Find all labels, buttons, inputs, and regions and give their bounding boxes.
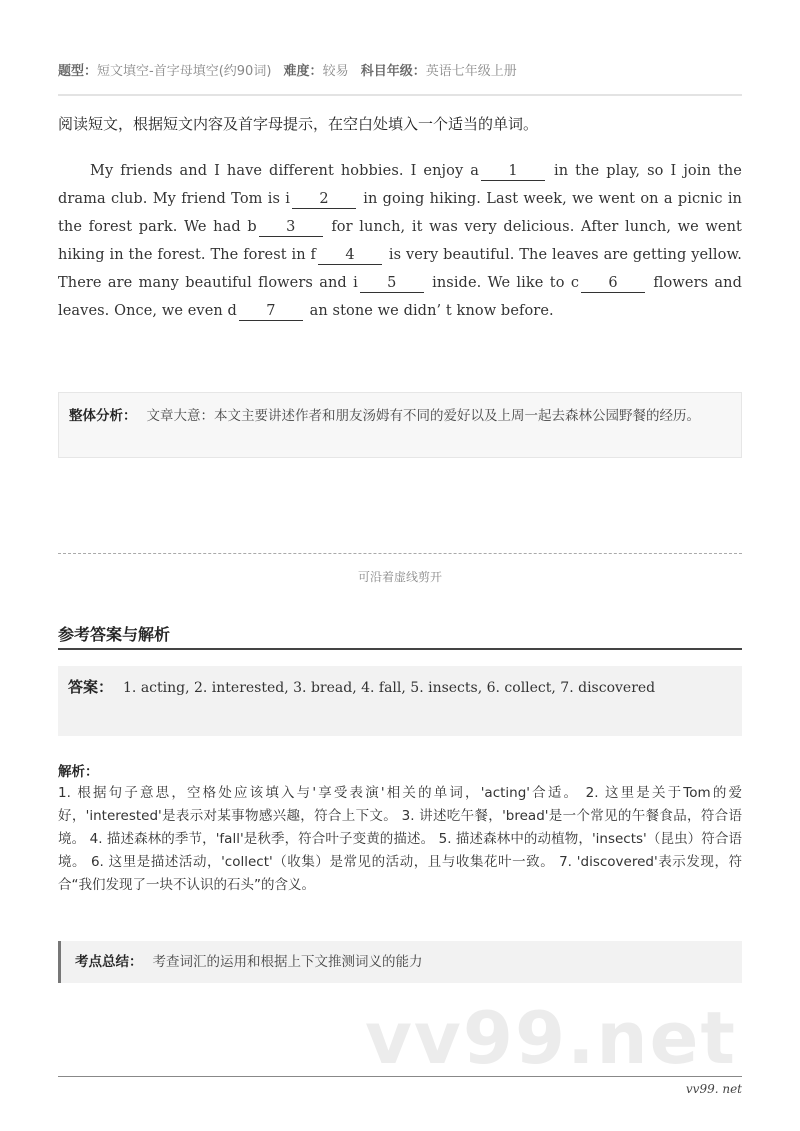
overall-analysis-box — [58, 392, 742, 458]
instruction: 阅读短文，根据短文内容及首字母提示，在空白处填入一个适当的单词。 — [58, 115, 539, 133]
type-label: 题型： — [58, 64, 98, 79]
watermark: vv99.net — [365, 996, 737, 1080]
grade-value: 英语七年级上册 — [425, 64, 517, 79]
passage-segment: is very beautiful. The leaves are getting yellow. There are many beautiful flowers and i — [58, 247, 742, 291]
section-divider — [58, 648, 742, 650]
footer-site: vv99. net — [685, 1082, 742, 1096]
answer-box — [58, 666, 742, 736]
passage-segment: inside. We like to c — [425, 275, 580, 291]
type-value: 短文填空-首字母填空(约90词) — [97, 64, 272, 79]
difficulty-value: 较易 — [322, 64, 349, 79]
summary-label: 考点总结： — [75, 954, 143, 970]
analysis-text: 文章大意：本文主要讲述作者和朋友汤姆有不同的爱好以及上周一起去森林公园野餐的经历。 — [146, 408, 700, 424]
blank-1: 1 — [481, 162, 545, 181]
explanation-text: 1. 根据句子意思，空格处应该填入与'享受表演'相关的单词，'acting'合适。 2. 这里是关于Tom的爱好，'interested'是表示对某事物感兴趣，符合上下文。 3. 讲述吃午餐，'bread'是一个常见的午餐食品，符合语境。 4. 描述森林的季节，'fall'是秋季，符合叶子变黄的描述。 5. 描述森林中的动植物，'insects'（昆虫）符合语境。 6. 这里是描述活动，'collect'（收集）是常见的活动，且与收集花叶一致。 7. 'discovered'表示发现，符合“我们发现了一块不认识的石头”的含义。 — [58, 785, 742, 893]
passage-segment: in going hiking. Last week, we went on a picnic in the forest park. We had b — [58, 191, 742, 235]
answer-label: 答案： — [68, 678, 114, 696]
cut-hint: 可沿着虚线剪开 — [357, 570, 442, 584]
question-meta — [58, 62, 742, 82]
blank-5: 5 — [360, 274, 424, 293]
blank-4: 4 — [318, 246, 382, 265]
blank-7: 7 — [239, 302, 303, 321]
key-point-summary-box — [58, 941, 742, 983]
passage-segment: for lunch, it was very delicious. After lunch, we went hiking in the forest. The forest in f — [58, 219, 742, 263]
explanation-label: 解析： — [58, 764, 99, 780]
analysis-label: 整体分析： — [69, 408, 137, 424]
blank-6: 6 — [581, 274, 645, 293]
meta-divider — [58, 94, 742, 96]
passage-segment: an stone we didn’ t know before. — [304, 303, 554, 319]
passage-segment: flowers and leaves. Once, we even d — [58, 275, 743, 319]
cut-dashed-line — [58, 553, 742, 554]
answer-text: 1. acting, 2. interested, 3. bread, 4. fall, 5. insects, 6. collect, 7. discovered — [123, 680, 656, 696]
summary-text: 考查词汇的运用和根据上下文推测词义的能力 — [152, 954, 423, 970]
blank-3: 3 — [259, 218, 323, 237]
difficulty-label: 难度： — [283, 64, 323, 79]
blank-2: 2 — [292, 190, 356, 209]
passage-segment: in the play, so I join the drama club. My friend Tom is i — [58, 163, 742, 207]
answer-section-title: 参考答案与解析 — [58, 625, 171, 644]
footer-divider — [58, 1076, 742, 1077]
grade-label: 科目年级： — [360, 64, 426, 79]
passage-segment: My friends and I have different hobbies. I enjoy a — [90, 163, 479, 179]
passage — [58, 157, 742, 325]
